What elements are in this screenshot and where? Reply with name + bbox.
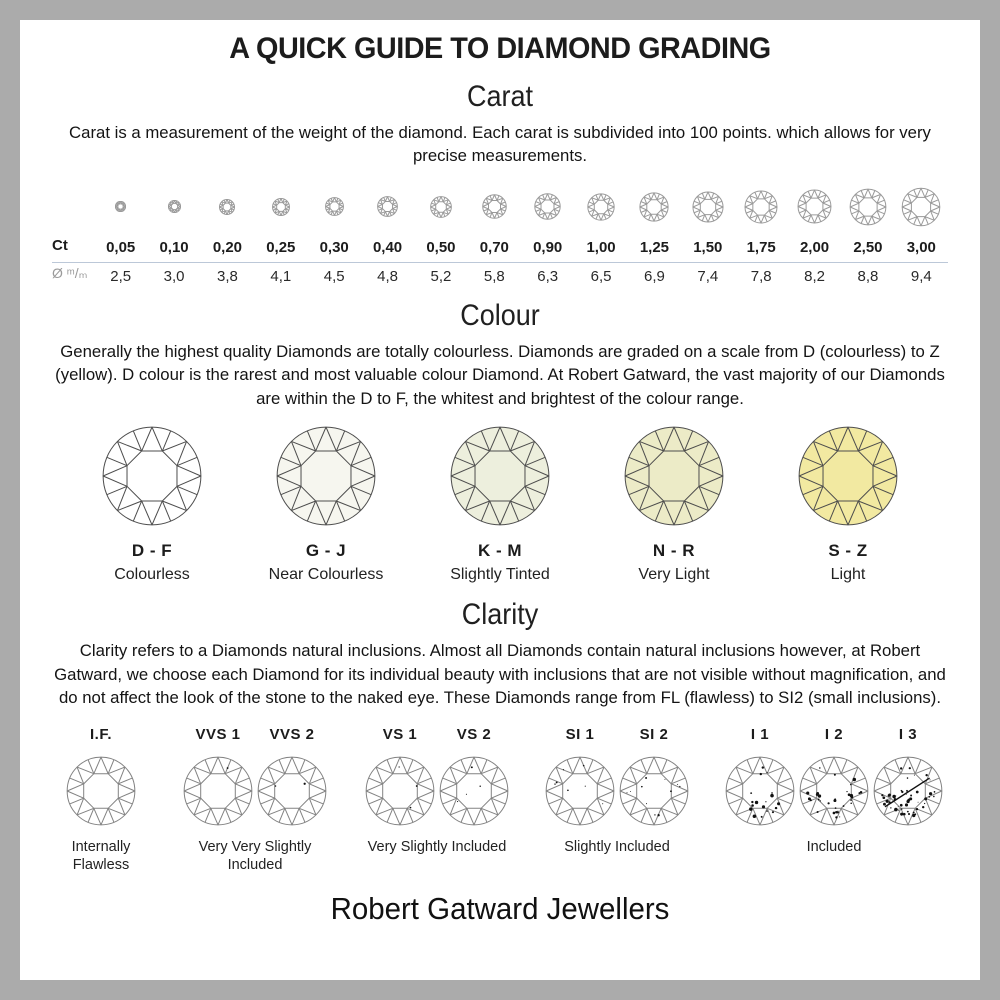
carat-mm-value: 9,4 — [910, 267, 932, 285]
colour-grade-name: Colourless — [114, 566, 190, 584]
carat-mm-value: 8,8 — [857, 267, 879, 285]
clarity-item-label: SI 2 — [639, 725, 669, 743]
carat-ct-value: 1,50 — [693, 238, 723, 256]
carat-diamond-icon — [168, 200, 181, 213]
carat-ct-value: 1,25 — [639, 238, 670, 256]
guide-page — [20, 20, 980, 980]
colour-diamond-icon — [796, 424, 900, 528]
carat-mm-value: 3,8 — [217, 267, 238, 285]
clarity-item — [618, 726, 690, 827]
carat-ct-value: 1,00 — [586, 238, 616, 256]
clarity-item-label: VVS 1 — [195, 725, 241, 743]
carat-mm-value: 4,1 — [270, 267, 292, 285]
carat-ct-value: 0,70 — [479, 238, 509, 256]
colour-grade-figure — [594, 424, 754, 584]
clarity-diamond-icon — [544, 755, 616, 827]
carat-ct-value: 0,05 — [106, 238, 136, 256]
carat-diamond-icon — [744, 190, 778, 224]
clarity-group-caption: Slightly Included — [564, 838, 670, 855]
colour-grade-figure — [72, 424, 232, 584]
colour-diamond-icon — [274, 424, 378, 528]
section-heading-clarity: Clarity — [461, 598, 539, 632]
carat-ct-value: 2,50 — [853, 238, 883, 256]
carat-stone-cell — [468, 194, 521, 219]
clarity-item — [724, 726, 796, 827]
carat-diamond-icon — [692, 191, 724, 223]
carat-diamond-icon — [482, 194, 507, 219]
colour-grade-figure — [420, 424, 580, 584]
clarity-group-items — [724, 726, 944, 827]
clarity-diamond-icon — [618, 755, 690, 827]
clarity-item — [256, 726, 328, 827]
clarity-item-label: I.F. — [89, 725, 112, 743]
carat-ct-row-label: Ct — [52, 237, 68, 255]
clarity-item — [872, 726, 944, 827]
clarity-diamond-icon — [364, 755, 436, 827]
carat-ct-value: 1,75 — [746, 238, 776, 256]
clarity-item-label: VVS 2 — [269, 725, 315, 743]
clarity-description: Clarity refers to a Diamonds natural inclusions. Almost all Diamonds contain natural inclusions however, at Robert Gatward, we choose each Diamond for its individual beauty with inclusions that are not visible without magnification, and do not affect the look of the stone to the naked eye. These Diamonds range from FL (flawless) to SI2 (small inclusions). — [54, 641, 946, 708]
clarity-diamond-icon — [182, 755, 254, 827]
carat-ct-value: 3,00 — [906, 238, 936, 256]
carat-diamond-icon — [849, 188, 887, 226]
clarity-group-items — [182, 726, 328, 827]
carat-stone-cell — [308, 197, 361, 216]
carat-mm-value: 4,5 — [323, 267, 345, 285]
carat-stone-cell — [414, 196, 467, 218]
carat-stone-cell — [628, 192, 681, 222]
carat-stone-cell — [254, 198, 307, 216]
carat-mm-row-label: Ø ᵐ/ₘ — [52, 265, 88, 282]
carat-stone-cell — [895, 187, 948, 227]
carat-diamond-icon — [901, 187, 941, 227]
clarity-group-caption: Very Slightly Included — [367, 838, 507, 855]
clarity-diamond-icon — [256, 755, 328, 827]
clarity-item — [65, 726, 137, 827]
colour-grade-code: S - Z — [828, 541, 868, 561]
clarity-item-label: SI 1 — [565, 725, 595, 743]
clarity-item — [182, 726, 254, 827]
carat-mm-value: 8,2 — [804, 267, 825, 285]
clarity-diamond-icon — [798, 755, 870, 827]
carat-diamond-icon — [430, 196, 452, 218]
carat-stone-cell — [361, 196, 414, 217]
clarity-group — [180, 726, 330, 876]
colour-grade-name: Near Colourless — [268, 566, 384, 584]
clarity-diamond-icon — [872, 755, 944, 827]
clarity-group — [544, 726, 690, 857]
carat-diamond-icon — [534, 193, 561, 220]
carat-ct-value: 0,90 — [533, 238, 563, 256]
carat-ct-value: 0,30 — [319, 238, 349, 256]
carat-mm-value: 7,8 — [750, 267, 772, 285]
clarity-item — [364, 726, 436, 827]
page-title: A QUICK GUIDE TO DIAMOND GRADING — [229, 32, 771, 65]
carat-stone-cell — [201, 199, 254, 215]
carat-ct-value: 0,40 — [372, 238, 403, 256]
colour-grade-name: Light — [830, 566, 866, 584]
colour-diamond-icon — [448, 424, 552, 528]
carat-mm-value: 7,4 — [697, 267, 719, 285]
colour-grade-code: D - F — [131, 541, 173, 561]
clarity-group-items — [544, 726, 690, 827]
clarity-item — [544, 726, 616, 827]
colour-description: Generally the highest quality Diamonds are totally colourless. Diamonds are graded on a scale from D (colourless) to Z (yellow). D colour is the rarest and most valuable colour Diamond. At Robert Gatward, the vast majority of our Diamonds are within the D to F, the whitest and brightest of the colour range. — [55, 341, 945, 408]
carat-description: Carat is a measurement of the weight of the diamond. Each carat is subdivided into 100 points. which allows for very precise measurements. — [69, 123, 931, 166]
carat-stone-cell — [574, 193, 627, 221]
carat-mm-row — [52, 263, 948, 285]
carat-stone-cell — [735, 190, 788, 224]
clarity-group-items — [364, 726, 510, 827]
colour-grade-row — [50, 424, 950, 584]
carat-diamond-icon — [797, 189, 832, 224]
section-heading-colour: Colour — [460, 298, 540, 332]
clarity-item — [798, 726, 870, 827]
carat-ct-value: 0,10 — [159, 238, 189, 256]
colour-grade-code: N - R — [652, 541, 696, 561]
clarity-item-label: I 2 — [824, 725, 844, 743]
carat-ct-value: 2,00 — [799, 238, 830, 256]
footer-brand: Robert Gatward Jewellers — [330, 891, 670, 927]
colour-diamond-icon — [622, 424, 726, 528]
carat-diamond-icon — [115, 201, 126, 212]
colour-grade-name: Slightly Tinted — [450, 566, 550, 584]
carat-stone-cell — [94, 201, 147, 212]
clarity-item-label: VS 1 — [382, 725, 418, 743]
clarity-group-caption: Internally Flawless — [71, 838, 131, 874]
clarity-group-caption: Included — [806, 838, 862, 855]
carat-stone-cell — [681, 191, 734, 223]
carat-stone-cell — [147, 200, 200, 213]
section-heading-carat: Carat — [466, 80, 534, 113]
carat-diamond-icon — [587, 193, 615, 221]
carat-mm-value: 5,2 — [430, 267, 452, 285]
carat-size-table — [52, 182, 948, 285]
clarity-group — [364, 726, 510, 857]
clarity-diamond-icon — [65, 755, 137, 827]
colour-grade-code: K - M — [477, 541, 523, 561]
clarity-item-label: I 1 — [750, 725, 770, 743]
carat-stone-cell — [841, 188, 894, 226]
carat-stone-cell — [521, 193, 574, 220]
carat-diamond-icon — [272, 198, 290, 216]
carat-diamond-icon — [219, 199, 235, 215]
carat-mm-value: 3,0 — [163, 267, 185, 285]
carat-ct-row — [52, 232, 948, 260]
carat-mm-value: 2,5 — [110, 267, 132, 285]
colour-grade-name: Very Light — [638, 566, 710, 584]
clarity-item — [438, 726, 510, 827]
carat-mm-value: 5,8 — [483, 267, 505, 285]
carat-ct-value: 0,50 — [426, 238, 456, 256]
carat-diamond-row — [52, 182, 948, 232]
clarity-item-label: I 3 — [898, 725, 918, 743]
carat-diamond-icon — [639, 192, 669, 222]
carat-diamond-icon — [377, 196, 398, 217]
colour-grade-code: G - J — [305, 541, 347, 561]
colour-grade-figure — [246, 424, 406, 584]
clarity-diamond-icon — [438, 755, 510, 827]
clarity-group-caption: Very Very Slightly Included — [198, 838, 312, 874]
carat-mm-value: 6,3 — [537, 267, 559, 285]
clarity-group-items — [65, 726, 137, 827]
clarity-item-label: VS 2 — [456, 725, 492, 743]
clarity-grade-row — [40, 726, 960, 876]
colour-grade-figure — [768, 424, 928, 584]
clarity-group — [56, 726, 146, 876]
carat-mm-value: 6,9 — [644, 267, 665, 285]
carat-ct-value: 0,20 — [212, 238, 243, 256]
carat-mm-value: 4,8 — [377, 267, 398, 285]
clarity-diamond-icon — [724, 755, 796, 827]
carat-mm-value: 6,5 — [590, 267, 612, 285]
carat-diamond-icon — [325, 197, 344, 216]
clarity-group — [724, 726, 944, 857]
carat-ct-value: 0,25 — [266, 238, 296, 256]
carat-stone-cell — [788, 189, 841, 224]
colour-diamond-icon — [100, 424, 204, 528]
